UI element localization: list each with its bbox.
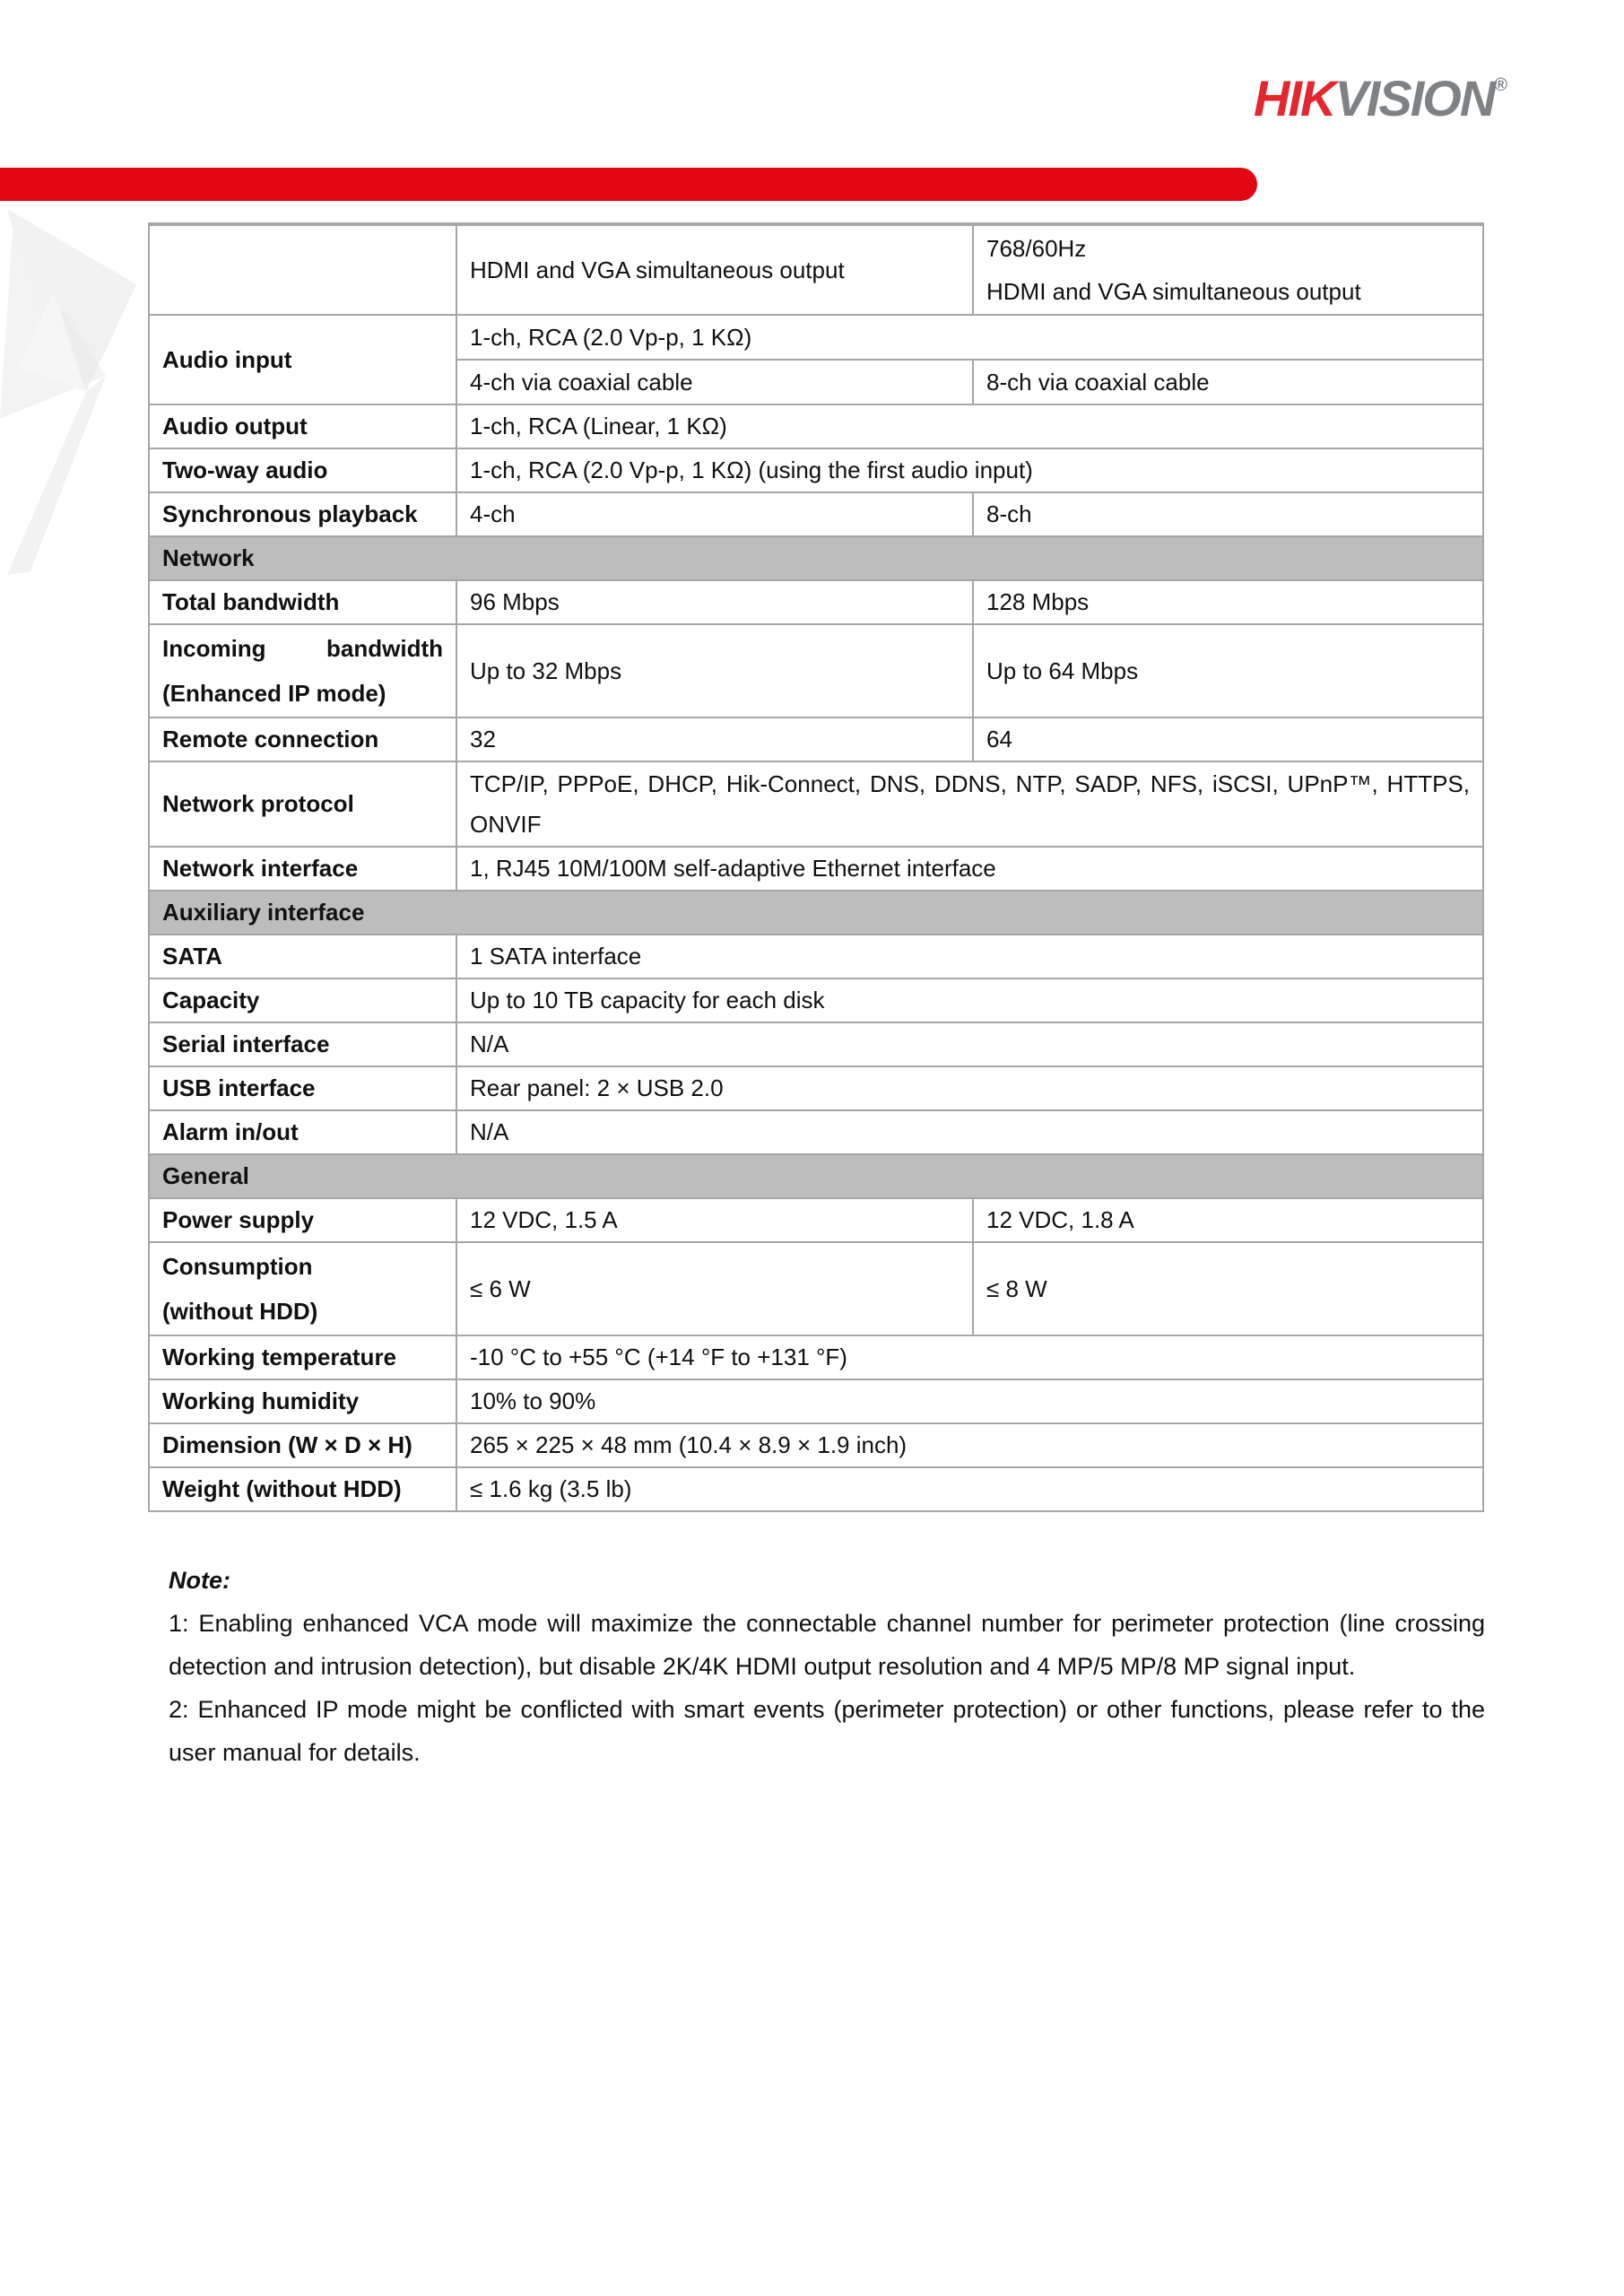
spec-row: [149, 492, 1483, 536]
spec-row: [149, 1022, 1483, 1066]
logo-hik-text: HIK: [1254, 70, 1335, 126]
spec-value: HDMI and VGA simultaneous output: [456, 224, 973, 315]
spec-value: 96 Mbps: [456, 580, 973, 624]
spec-label-line: (Enhanced IP mode): [162, 680, 386, 707]
section-title: Network: [149, 536, 1483, 580]
spec-row: [149, 448, 1483, 492]
spec-value: 12 VDC, 1.8 A: [973, 1198, 1483, 1242]
notes-list: [169, 1602, 1485, 1774]
section-row: [149, 536, 1483, 580]
spec-label-line: Consumption: [162, 1253, 313, 1280]
spec-value: Up to 64 Mbps: [973, 624, 1483, 718]
spec-row: [149, 404, 1483, 448]
spec-label: Weight (without HDD): [149, 1467, 456, 1511]
spec-row: [149, 718, 1483, 761]
spec-value: Rear panel: 2 × USB 2.0: [456, 1066, 1483, 1110]
spec-label: [149, 1242, 456, 1335]
spec-label: Working humidity: [149, 1379, 456, 1423]
spec-value: ≤ 6 W: [456, 1242, 973, 1335]
spec-label: Capacity: [149, 978, 456, 1022]
spec-value: N/A: [456, 1022, 1483, 1066]
spec-row: [149, 315, 1483, 360]
spec-table-body: [149, 224, 1483, 1511]
spec-row: [149, 1198, 1483, 1242]
section-row: [149, 1154, 1483, 1198]
spec-label: Serial interface: [149, 1022, 456, 1066]
spec-row: [149, 1242, 1483, 1335]
spec-value: 4-ch: [456, 492, 973, 536]
spec-value: 4-ch via coaxial cable: [456, 360, 973, 404]
spec-label: Two-way audio: [149, 448, 456, 492]
spec-value: 1-ch, RCA (2.0 Vp-p, 1 KΩ) (using the first audio input): [456, 448, 1483, 492]
spec-label: Audio input: [149, 315, 456, 404]
spec-label: Working temperature: [149, 1335, 456, 1379]
watermark-arrow-graphic: [0, 184, 157, 583]
spec-row: [149, 847, 1483, 891]
spec-row: [149, 624, 1483, 718]
registered-trademark-icon: ®: [1494, 75, 1508, 95]
spec-value: 128 Mbps: [973, 580, 1483, 624]
spec-value: Up to 32 Mbps: [456, 624, 973, 718]
spec-label-line: Incoming bandwidth: [162, 635, 443, 662]
spec-value: N/A: [456, 1110, 1483, 1154]
spec-row: [149, 1110, 1483, 1154]
spec-row: [149, 935, 1483, 978]
spec-label: [149, 624, 456, 718]
spec-value: 8-ch: [973, 492, 1483, 536]
notes-section: [169, 1559, 1485, 1774]
spec-value: 265 × 225 × 48 mm (10.4 × 8.9 × 1.9 inch): [456, 1423, 1483, 1467]
spec-label: Power supply: [149, 1198, 456, 1242]
spec-label-line: (without HDD): [162, 1298, 318, 1325]
spec-value: 1-ch, RCA (2.0 Vp-p, 1 KΩ): [456, 315, 1483, 360]
spec-label: USB interface: [149, 1066, 456, 1110]
spec-value: 12 VDC, 1.5 A: [456, 1198, 973, 1242]
spec-label: Dimension (W × D × H): [149, 1423, 456, 1467]
spec-table-container: [148, 222, 1484, 1512]
spec-row: [149, 1467, 1483, 1511]
spec-value: 64: [973, 718, 1483, 761]
spec-value: 10% to 90%: [456, 1379, 1483, 1423]
spec-row: [149, 1423, 1483, 1467]
spec-value: 32: [456, 718, 973, 761]
spec-label: SATA: [149, 935, 456, 978]
spec-label: Network protocol: [149, 761, 456, 847]
spec-label: Network interface: [149, 847, 456, 891]
spec-row: [149, 761, 1483, 847]
section-title: General: [149, 1154, 1483, 1198]
spec-label: Remote connection: [149, 718, 456, 761]
spec-value: TCP/IP, PPPoE, DHCP, Hik-Connect, DNS, DDNS, NTP, SADP, NFS, iSCSI, UPnP™, HTTPS, ONVIF: [456, 761, 1483, 847]
spec-value-line: HDMI and VGA simultaneous output: [986, 278, 1361, 305]
spec-label: Total bandwidth: [149, 580, 456, 624]
spec-value: Up to 10 TB capacity for each disk: [456, 978, 1483, 1022]
note-item: 2: Enhanced IP mode might be conflicted with smart events (perimeter protection) or other functions, please refer to the user manual for details.: [169, 1696, 1485, 1766]
spec-value: -10 °C to +55 °C (+14 °F to +131 °F): [456, 1335, 1483, 1379]
spec-row: [149, 1335, 1483, 1379]
spec-value: 1-ch, RCA (Linear, 1 KΩ): [456, 404, 1483, 448]
spec-value: [973, 224, 1483, 315]
notes-heading: Note:: [169, 1567, 230, 1594]
spec-row: [149, 580, 1483, 624]
spec-table: [148, 222, 1484, 1512]
spec-value: ≤ 1.6 kg (3.5 lb): [456, 1467, 1483, 1511]
spec-value: 1 SATA interface: [456, 935, 1483, 978]
logo-vision-text: VISION: [1334, 70, 1495, 126]
spec-value: ≤ 8 W: [973, 1242, 1483, 1335]
spec-row: [149, 224, 1483, 315]
spec-label: Audio output: [149, 404, 456, 448]
spec-label: Alarm in/out: [149, 1110, 456, 1154]
hikvision-logo: [1254, 70, 1508, 126]
spec-label: Synchronous playback: [149, 492, 456, 536]
spec-row: [149, 1066, 1483, 1110]
spec-row: [149, 978, 1483, 1022]
note-item: 1: Enabling enhanced VCA mode will maximize the connectable channel number for perimeter protection (line crossing detection and intrusion detection), but disable 2K/4K HDMI output resolution and 4 MP/5 MP/8 MP signal input.: [169, 1610, 1485, 1680]
section-row: [149, 891, 1483, 935]
spec-row: [149, 1379, 1483, 1423]
section-title: Auxiliary interface: [149, 891, 1483, 935]
spec-label: [149, 224, 456, 315]
spec-value-line: 768/60Hz: [986, 235, 1087, 262]
spec-value: 8-ch via coaxial cable: [973, 360, 1483, 404]
spec-value: 1, RJ45 10M/100M self-adaptive Ethernet interface: [456, 847, 1483, 891]
red-banner-divider: [0, 168, 1257, 201]
